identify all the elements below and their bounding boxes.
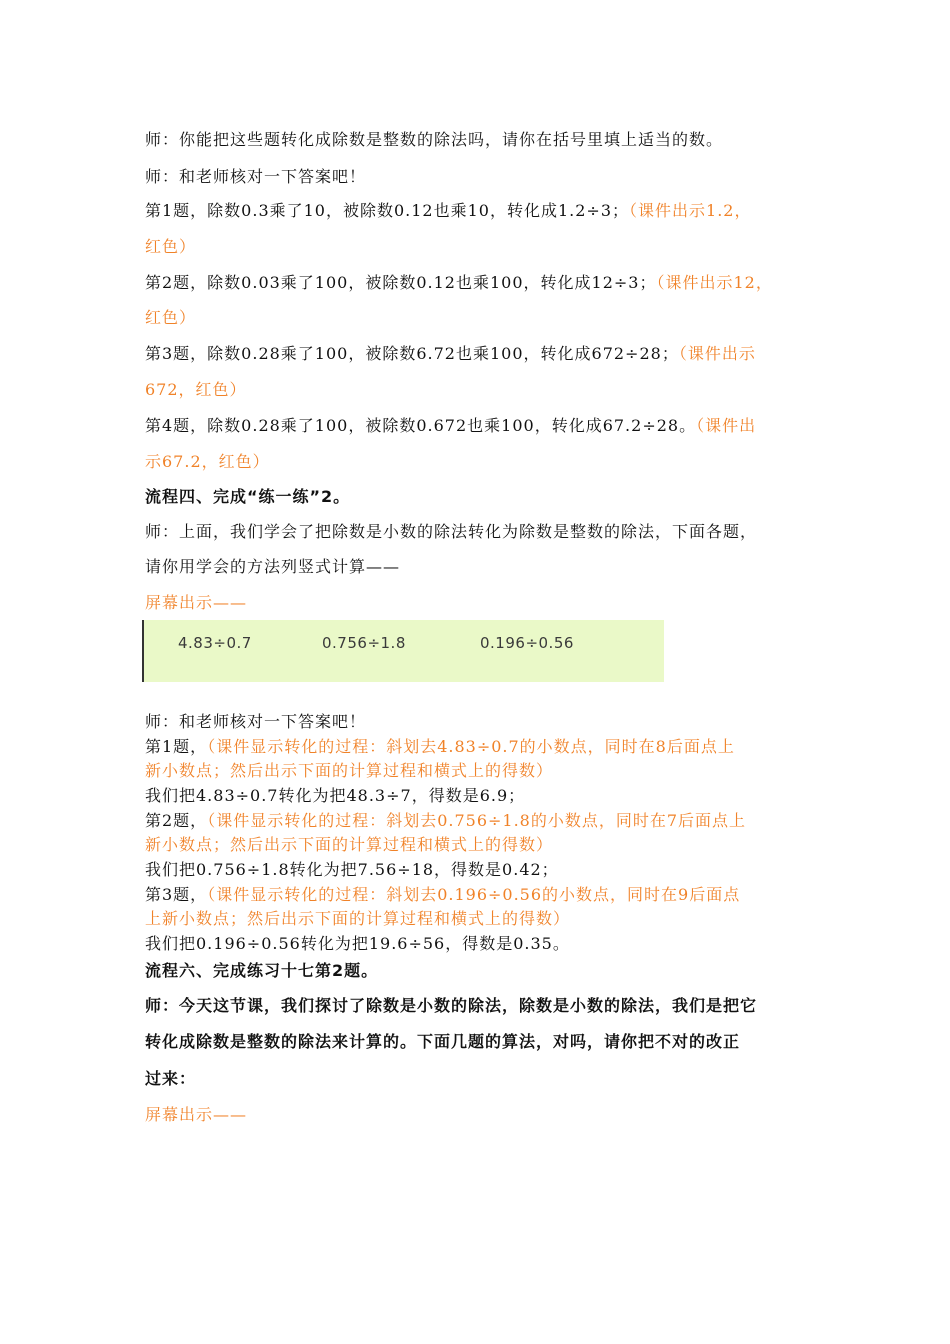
paragraph: 师：和老师核对一下答案吧！: [145, 167, 367, 186]
courseware-note: （课件显示转化的过程：斜划去4.83÷0.7的小数点，同时在8后面点上: [207, 737, 735, 756]
courseware-note: （课件显示转化的过程：斜划去0.756÷1.8的小数点，同时在7后面点上: [207, 811, 747, 830]
paragraph: 第2题，除数0.03乘了100，被除数0.12也乘100，转化成12÷3；（课件出示12，: [145, 273, 773, 292]
courseware-note: （课件显示转化的过程：斜划去0.196÷0.56的小数点，同时在9后面点: [207, 885, 741, 904]
paragraph: 第3题，除数0.28乘了100，被除数6.72也乘100，转化成672÷28；（课件出示: [145, 344, 756, 363]
paragraph: 师：上面，我们学会了把除数是小数的除法转化为除数是整数的除法，下面各题，: [145, 522, 758, 541]
exercise-expression-1: 4.83÷0.7: [178, 634, 252, 652]
paragraph: 第1题，除数0.3乘了10，被除数0.12也乘10，转化成1.2÷3；（课件出示1.2，: [145, 201, 752, 220]
screen-display-label: 屏幕出示——: [145, 1105, 248, 1124]
paragraph: 转化成除数是整数的除法来计算的。下面几题的算法，对吗，请你把不对的改正: [145, 1032, 741, 1051]
courseware-note: 新小数点；然后出示下面的计算过程和横式上的得数）: [145, 761, 554, 780]
exercise-expression-3: 0.196÷0.56: [480, 634, 574, 652]
paragraph: 过来：: [145, 1069, 197, 1088]
paragraph: 第4题，除数0.28乘了100，被除数0.672也乘100，转化成67.2÷28。（课件出: [145, 416, 757, 435]
courseware-note: 上新小数点；然后出示下面的计算过程和横式上的得数）: [145, 909, 571, 928]
paragraph: 我们把0.756÷1.8转化为把7.56÷18，得数是0.42；: [145, 860, 559, 879]
exercise-image: [142, 620, 664, 682]
exercise-expression-2: 0.756÷1.8: [322, 634, 406, 652]
courseware-note: （课件出示: [678, 344, 756, 363]
paragraph: 第1题，（课件显示转化的过程：斜划去4.83÷0.7的小数点，同时在8后面点上: [145, 737, 735, 756]
paragraph: 我们把4.83÷0.7转化为把48.3÷7，得数是6.9；: [145, 786, 526, 805]
paragraph: 请你用学会的方法列竖式计算——: [145, 557, 401, 576]
courseware-note: 示67.2，红色）: [145, 452, 270, 471]
courseware-note: 672，红色）: [145, 380, 247, 399]
paragraph: 师：今天这节课，我们探讨了除数是小数的除法，除数是小数的除法，我们是把它: [145, 996, 758, 1015]
paragraph: 师：和老师核对一下答案吧！: [145, 712, 367, 731]
courseware-note: （课件出示12，: [656, 273, 773, 292]
section-heading: 流程六、完成练习十七第2题。: [145, 961, 379, 980]
paragraph: 第3题，（课件显示转化的过程：斜划去0.196÷0.56的小数点，同时在9后面点: [145, 885, 741, 904]
screen-display-label: 屏幕出示——: [145, 593, 248, 612]
paragraph: 师：你能把这些题转化成除数是整数的除法吗，请你在括号里填上适当的数。: [145, 130, 724, 149]
courseware-note: 红色）: [145, 237, 197, 256]
courseware-note: （课件出: [696, 416, 757, 435]
courseware-note: 红色）: [145, 308, 197, 327]
paragraph: 第2题，（课件显示转化的过程：斜划去0.756÷1.8的小数点，同时在7后面点上: [145, 811, 747, 830]
courseware-note: （课件出示1.2，: [629, 201, 752, 220]
section-heading: 流程四、完成“练一练”2。: [145, 487, 351, 506]
paragraph: 我们把0.196÷0.56转化为把19.6÷56，得数是0.35。: [145, 934, 570, 953]
courseware-note: 新小数点；然后出示下面的计算过程和横式上的得数）: [145, 835, 554, 854]
